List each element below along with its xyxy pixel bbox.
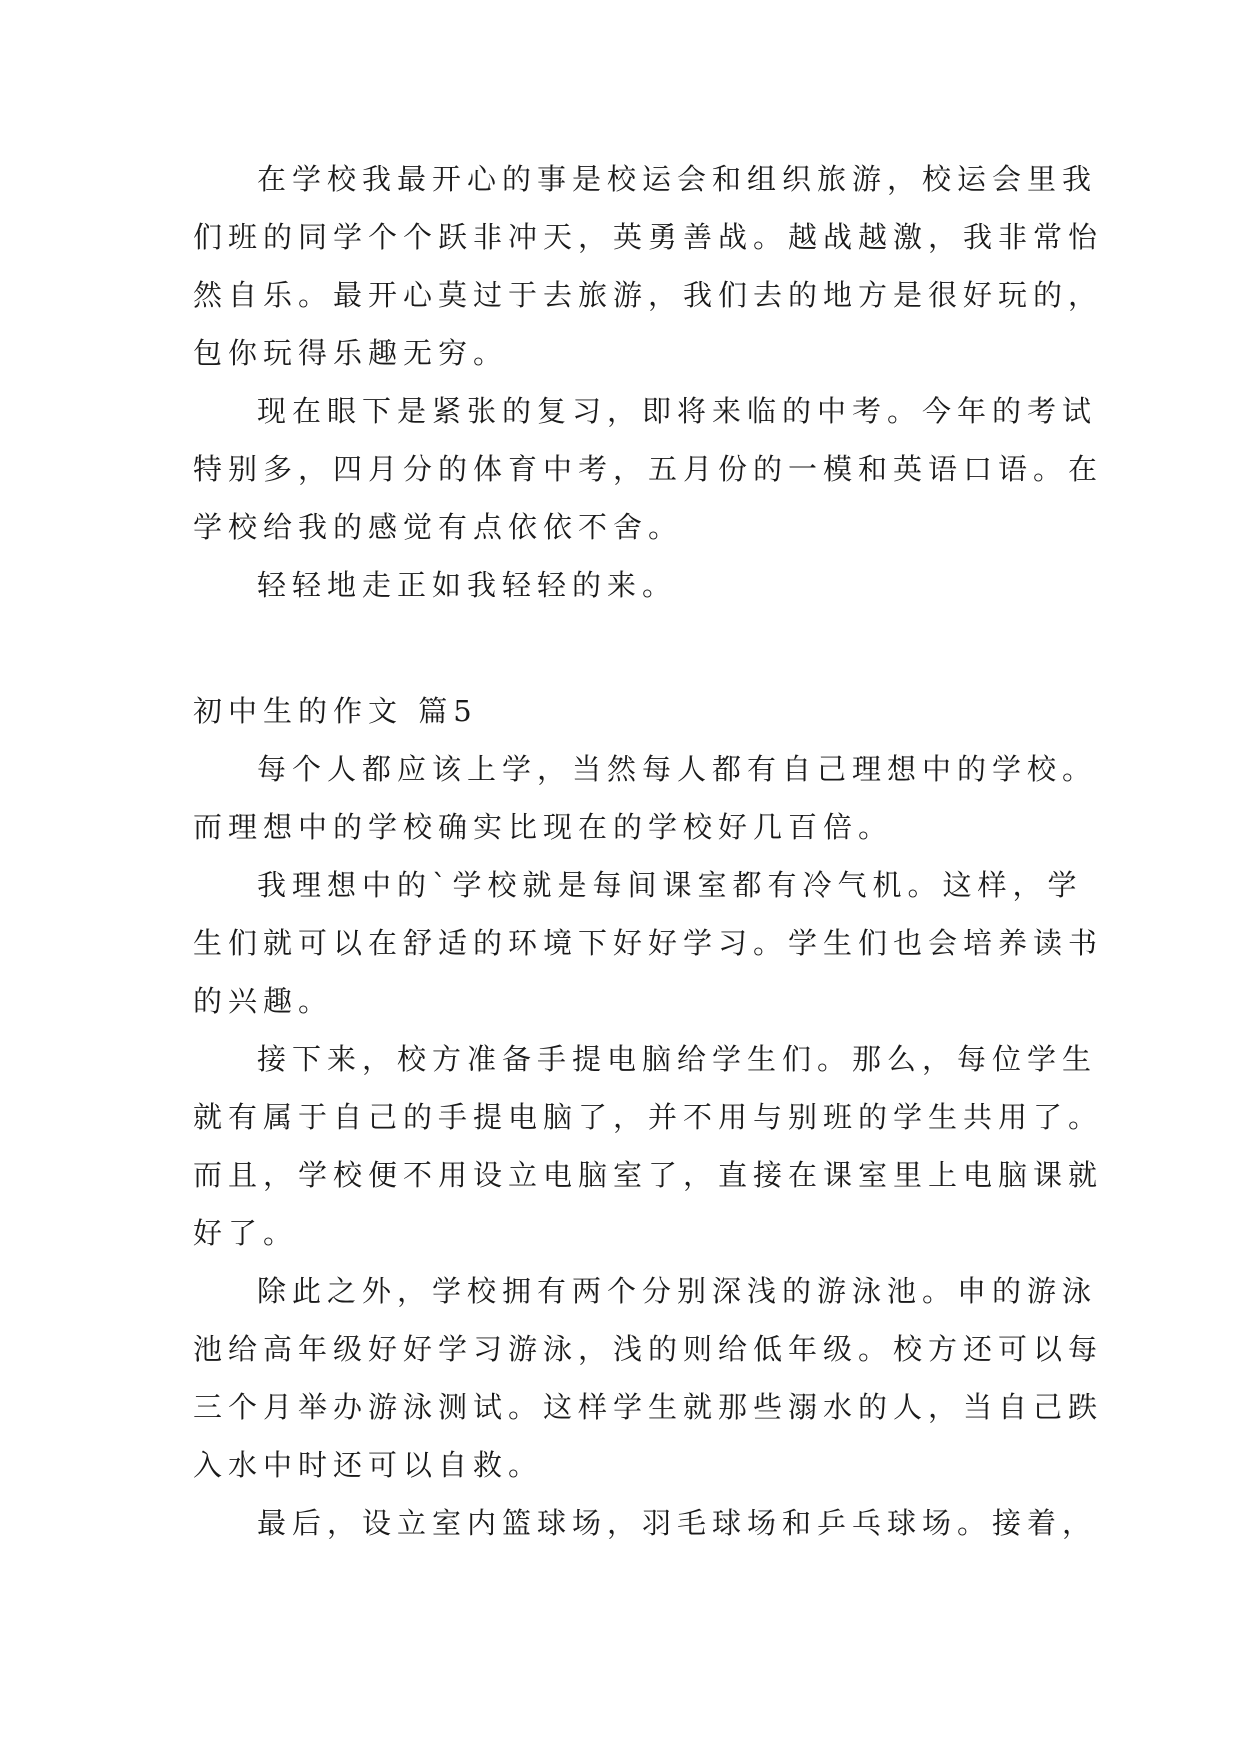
paragraph-line: 三个月举办游泳测试。这样学生就那些溺水的人，当自己跌 [193, 1390, 1104, 1424]
paragraph-line: 们班的同学个个跃非冲天，英勇善战。越战越激，我非常怡 [193, 220, 1104, 254]
paragraph-line: 而且，学校便不用设立电脑室了，直接在课室里上电脑课就 [193, 1158, 1104, 1192]
paragraph-line: 生们就可以在舒适的环境下好好学习。学生们也会培养读书 [193, 926, 1104, 960]
paragraph-line: 接下来，校方准备手提电脑给学生们。那么，每位学生 [257, 1042, 1098, 1076]
paragraph-line: 就有属于自己的手提电脑了，并不用与别班的学生共用了。 [193, 1100, 1104, 1134]
paragraph-line: 现在眼下是紧张的复习，即将来临的中考。今年的考试 [257, 394, 1098, 428]
section-2-body [193, 740, 1104, 1552]
paragraph-line: 包你玩得乐趣无穷。 [193, 336, 509, 370]
paragraph-line: 我理想中的`学校就是每间课室都有冷气机。这样，学 [257, 868, 1083, 902]
paragraph-line: 除此之外，学校拥有两个分别深浅的游泳池。申的游泳 [257, 1274, 1098, 1308]
paragraph-line: 学校给我的感觉有点依依不舍。 [193, 510, 684, 544]
section-heading: 初中生的作文 篇5 [193, 694, 478, 728]
paragraph-line: 入水中时还可以自救。 [193, 1448, 544, 1482]
paragraph-line: 而理想中的学校确实比现在的学校好几百倍。 [193, 810, 894, 844]
paragraph-line: 最后，设立室内篮球场，羽毛球场和乒乓球场。接着， [257, 1506, 1098, 1540]
paragraph-line: 在学校我最开心的事是校运会和组织旅游，校运会里我 [257, 162, 1098, 196]
paragraph-line: 轻轻地走正如我轻轻的来。 [257, 568, 678, 602]
paragraph-line: 特别多，四月分的体育中考，五月份的一模和英语口语。在 [193, 452, 1104, 486]
paragraph-line: 每个人都应该上学，当然每人都有自己理想中的学校。 [257, 752, 1098, 786]
paragraph-line: 然自乐。最开心莫过于去旅游，我们去的地方是很好玩的， [193, 278, 1104, 312]
paragraph-line: 好了。 [193, 1216, 299, 1250]
paragraph-line: 池给高年级好好学习游泳，浅的则给低年级。校方还可以每 [193, 1332, 1104, 1366]
paragraph-line: 的兴趣。 [193, 984, 334, 1018]
section-1-body [193, 150, 1104, 614]
